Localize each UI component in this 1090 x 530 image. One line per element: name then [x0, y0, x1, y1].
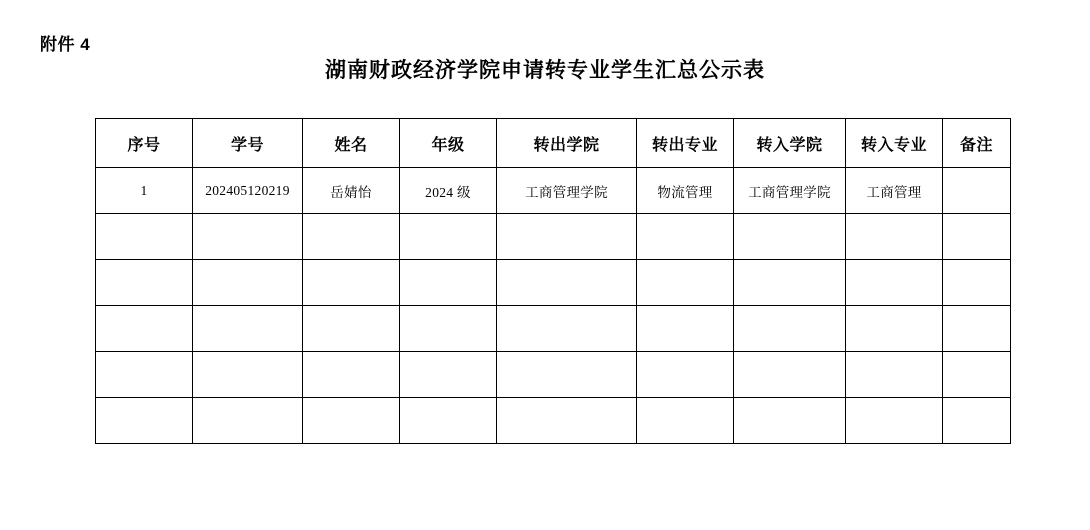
- cell-index: [96, 260, 193, 306]
- page-title: 湖南财政经济学院申请转专业学生汇总公示表: [325, 59, 765, 82]
- cell-from-college: [497, 260, 637, 306]
- cell-from-major: [637, 398, 734, 444]
- cell-index: [96, 398, 193, 444]
- cell-student-id: [193, 260, 303, 306]
- cell-remarks: [943, 352, 1011, 398]
- column-header-grade: 年级: [400, 119, 497, 168]
- cell-from-college: [497, 398, 637, 444]
- cell-grade: [400, 260, 497, 306]
- cell-remarks: [943, 214, 1011, 260]
- table-row: [96, 214, 1011, 260]
- column-header-from-college: 转出学院: [497, 119, 637, 168]
- column-header-from-major: 转出专业: [637, 119, 734, 168]
- cell-to-major: [846, 398, 943, 444]
- cell-student-id: [193, 398, 303, 444]
- cell-to-major: [846, 306, 943, 352]
- summary-table: [95, 118, 1011, 444]
- cell-name: [303, 398, 400, 444]
- cell-name: [303, 306, 400, 352]
- cell-name: [303, 260, 400, 306]
- cell-student-id: 202405120219: [193, 168, 303, 214]
- cell-to-college: [734, 398, 846, 444]
- cell-grade: [400, 352, 497, 398]
- cell-index: [96, 214, 193, 260]
- cell-to-college: [734, 260, 846, 306]
- attachment-label: 附件 4: [40, 35, 91, 54]
- column-header-remarks: 备注: [943, 119, 1011, 168]
- cell-from-major: [637, 214, 734, 260]
- cell-remarks: [943, 398, 1011, 444]
- cell-to-major: [846, 260, 943, 306]
- table-header-row: [96, 119, 1011, 168]
- cell-from-college: [497, 214, 637, 260]
- cell-from-major: [637, 260, 734, 306]
- cell-remarks: [943, 168, 1011, 214]
- cell-to-major: [846, 352, 943, 398]
- cell-remarks: [943, 306, 1011, 352]
- cell-to-college: [734, 214, 846, 260]
- column-header-to-major: 转入专业: [846, 119, 943, 168]
- cell-index: [96, 306, 193, 352]
- cell-to-major: 工商管理: [846, 168, 943, 214]
- cell-name: [303, 214, 400, 260]
- column-header-to-college: 转入学院: [734, 119, 846, 168]
- cell-student-id: [193, 214, 303, 260]
- cell-grade: [400, 214, 497, 260]
- table-row: [96, 398, 1011, 444]
- cell-grade: [400, 306, 497, 352]
- cell-to-major: [846, 214, 943, 260]
- cell-grade: [400, 398, 497, 444]
- cell-from-major: [637, 306, 734, 352]
- cell-to-college: [734, 306, 846, 352]
- cell-from-college: 工商管理学院: [497, 168, 637, 214]
- table-row: [96, 352, 1011, 398]
- column-header-student-id: 学号: [193, 119, 303, 168]
- cell-to-college: 工商管理学院: [734, 168, 846, 214]
- cell-grade: 2024 级: [400, 168, 497, 214]
- cell-from-major: [637, 352, 734, 398]
- cell-student-id: [193, 306, 303, 352]
- cell-index: [96, 352, 193, 398]
- table-row: [96, 260, 1011, 306]
- column-header-index: 序号: [96, 119, 193, 168]
- column-header-name: 姓名: [303, 119, 400, 168]
- cell-from-college: [497, 306, 637, 352]
- cell-from-college: [497, 352, 637, 398]
- table-row: [96, 306, 1011, 352]
- cell-name: [303, 352, 400, 398]
- cell-index: 1: [96, 168, 193, 214]
- cell-to-college: [734, 352, 846, 398]
- cell-from-major: 物流管理: [637, 168, 734, 214]
- cell-student-id: [193, 352, 303, 398]
- summary-table-container: [95, 118, 1010, 444]
- cell-name: 岳婧怡: [303, 168, 400, 214]
- cell-remarks: [943, 260, 1011, 306]
- table-row: [96, 168, 1011, 214]
